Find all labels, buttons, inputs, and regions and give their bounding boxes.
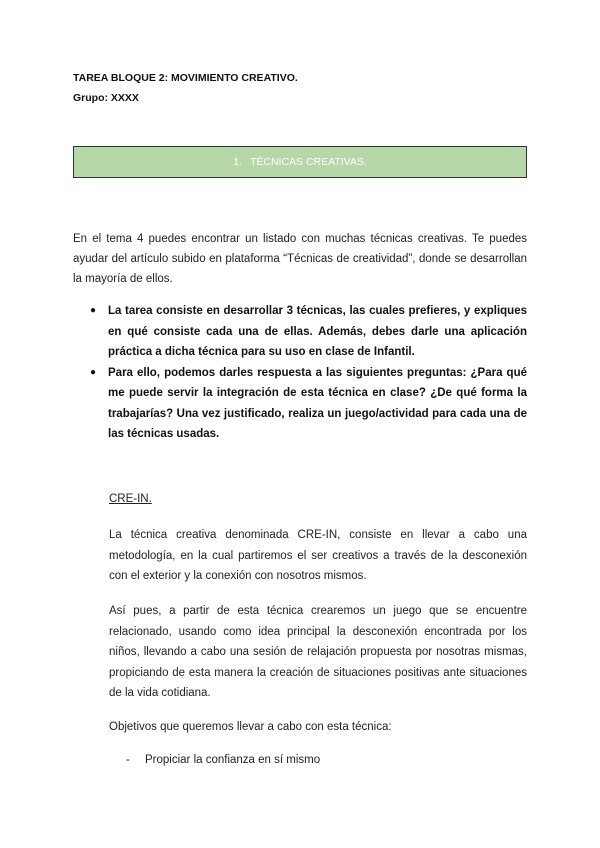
- technique-paragraph: La técnica creativa denominada CRE-IN, consiste en llevar a cabo una metodología, en la cual partiremos el ser creativos a través de la desconexión con el exterior y la conexión con nosotros mismos.: [109, 529, 527, 582]
- bullet-icon: ●: [90, 366, 97, 378]
- section-number: 1.: [233, 156, 242, 168]
- section-title: TÉCNICAS CREATIVAS.: [249, 156, 367, 168]
- section-heading-box: [73, 146, 527, 178]
- list-item: [73, 363, 527, 445]
- objective-item: [126, 750, 320, 770]
- bullet-icon: ●: [90, 305, 97, 316]
- instructions-list: [73, 301, 527, 445]
- list-item: [73, 301, 527, 363]
- group-label: Grupo: XXXX: [73, 92, 139, 104]
- technique-heading: CRE-IN.: [109, 493, 152, 505]
- intro-paragraph: En el tema 4 puedes encontrar un listado con muchas técnicas creativas. Te puedes ayudar del artículo subido en plataforma “Técnicas de creatividad”, donde se desarrollan la mayoría de ellos.: [73, 233, 527, 285]
- objectives-intro: Objetivos que queremos llevar a cabo con esta técnica:: [109, 721, 392, 733]
- technique-paragraph: Así pues, a partir de esta técnica crearemos un juego que se encuentre relacionado, usando como idea principal la desconexión encontrada por los niños, llevando a cabo una sesión de relajación propuesta por nosotras mismas, propiciando de esta manera la creación de situaciones positivas ante situaciones de la vida cotidiana.: [109, 605, 527, 699]
- objective-text: Propiciar la confianza en sí mismo: [145, 754, 321, 766]
- list-item-text: Para ello, podemos darles respuesta a las siguientes preguntas: ¿Para qué me puede servir la integración de esta técnica en clase? ¿De qué forma la trabajarías? Una vez justificado, realiza un juego/actividad para cada una de las técnicas usadas.: [108, 366, 527, 440]
- dash-bullet-icon: -: [126, 754, 130, 766]
- list-item-text: La tarea consiste en desarrollar 3 técnicas, las cuales prefieres, y expliques en qué consiste cada una de ellas. Además, debes darle una aplicación práctica a dicha técnica para su uso en clase de Infantil.: [108, 305, 527, 358]
- assignment-title: TAREA BLOQUE 2: MOVIMIENTO CREATIVO.: [73, 72, 298, 84]
